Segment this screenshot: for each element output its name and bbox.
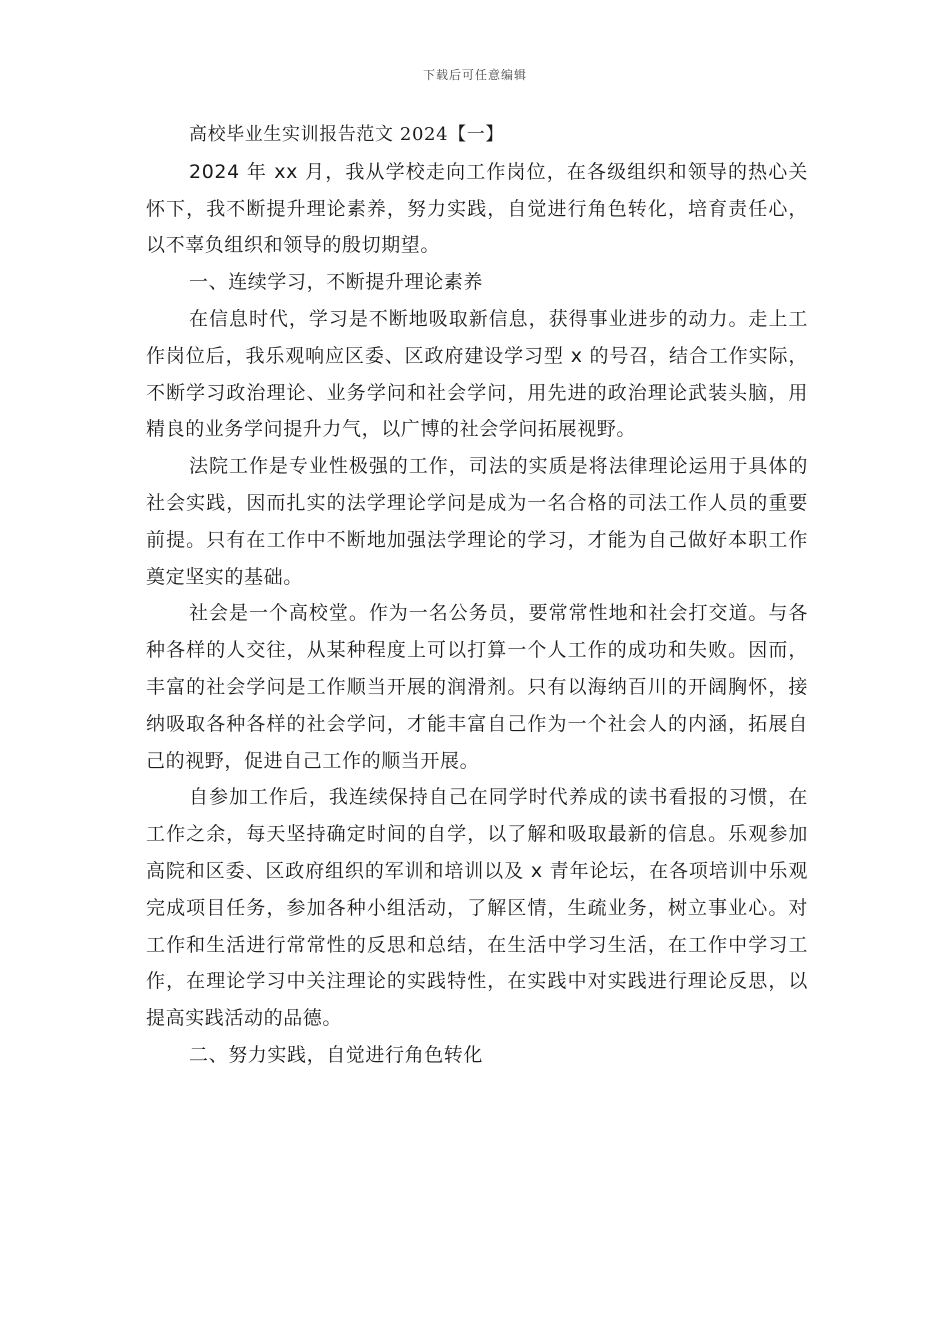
paragraph: 法院工作是专业性极强的工作，司法的实质是将法律理论运用于具体的社会实践，因而扎实的法学理论学问是成为一名合格的司法工作人员的重要前提。只有在工作中不断地加强法学理论的学习，才能为自己做好本职工作奠定坚实的基础。 [146,455,808,588]
paragraph: 自参加工作后，我连续保持自己在同学时代养成的读书看报的习惯，在工作之余，每天坚持确定时间的自学，以了解和吸取最新的信息。乐观参加高院和区委、区政府组织的军训和培训以及 x 青年论坛，在各项培训中乐观完成项目任务，参加各种小组活动，了解区情，生疏业务，树立事业心。对工作和生活进行常常性的反思和总结，在生活中学习生活，在工作中学习工作，在理论学习中关注理论的实践特性，在实践中对实践进行理论反思，以提高实践活动的品德。 [146,786,808,1030]
paragraph-intro: 2024 年 xx 月，我从学校走向工作岗位，在各级组织和领导的热心关怀下，我不断提升理论素养，努力实践，自觉进行角色转化，培育责任心，以不辜负组织和领导的殷切期望。 [146,160,808,257]
section-heading-1: 一、连续学习，不断提升理论素养 [189,271,484,294]
header-note: 下载后可任意编辑 [422,68,527,82]
section-heading-2: 二、努力实践，自觉进行角色转化 [189,1043,484,1066]
document-body [146,117,808,1074]
paragraph: 社会是一个高校堂。作为一名公务员，要常常性地和社会打交道。与各种各样的人交往，从某种程度上可以打算一个人工作的成功和失败。因而，丰富的社会学问是工作顺当开展的润滑剂。只有以海纳百川的开阔胸怀，接纳吸取各种各样的社会学问，才能丰富自己作为一个社会人的内涵，拓展自己的视野，促进自己工作的顺当开展。 [146,602,808,772]
paragraph: 在信息时代，学习是不断地吸取新信息，获得事业进步的动力。走上工作岗位后，我乐观响应区委、区政府建设学习型 x 的号召，结合工作实际，不断学习政治理论、业务学问和社会学问，用先进的政治理论武装头脑，用精良的业务学问提升力气，以广博的社会学问拓展视野。 [146,307,808,441]
document-title: 高校毕业生实训报告范文 2024【一】 [189,124,504,145]
